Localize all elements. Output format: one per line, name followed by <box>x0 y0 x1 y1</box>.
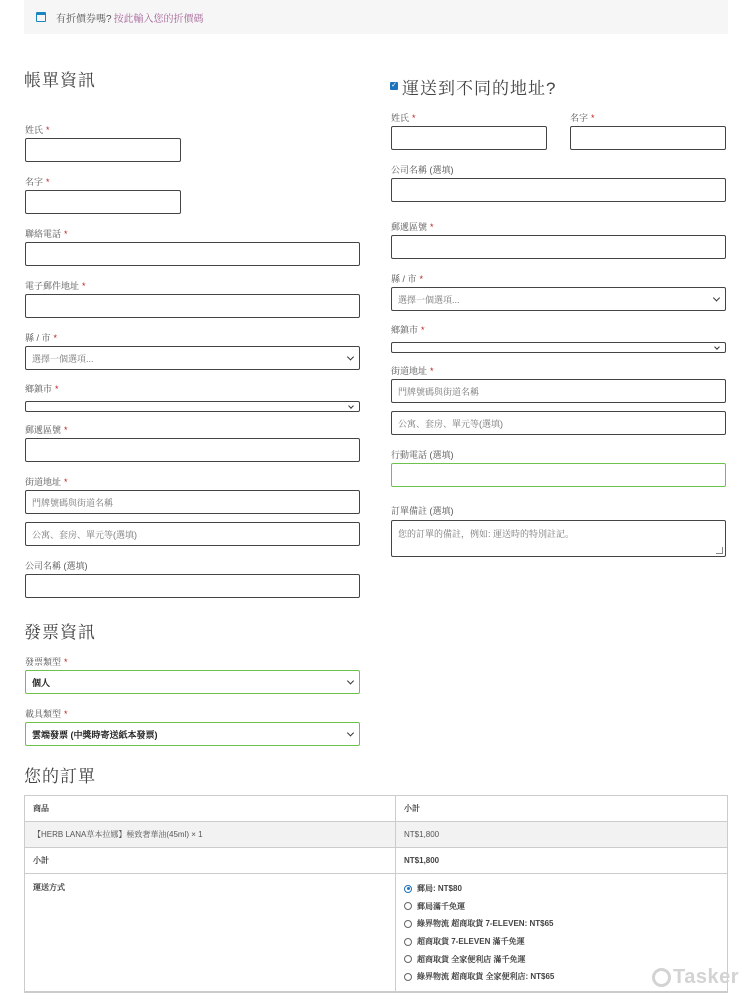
invoice-type-select[interactable] <box>25 670 360 694</box>
billing-email-input[interactable] <box>25 294 360 318</box>
shipping-township-label: 鄉鎮市 * <box>391 325 425 335</box>
chevron-down-icon <box>713 294 720 301</box>
order-notes-label: 訂單備註 (選填) <box>391 506 454 516</box>
shipping-option-label: 超商取貨 全家便利店 滿千免運 <box>417 954 526 964</box>
coupon-notice <box>24 0 728 34</box>
billing-county-value: 選擇一個選項... <box>32 353 94 364</box>
coupon-text: 有折價券嗎? <box>56 13 112 25</box>
subtotal-label: 小計 <box>25 848 396 873</box>
shipping-option-label: 超商取貨 7-ELEVEN 滿千免運 <box>417 937 525 947</box>
shipping-township-select[interactable] <box>391 342 726 353</box>
billing-postcode-input[interactable] <box>25 438 360 462</box>
shipping-last-name-label: 姓氏 * <box>391 113 416 123</box>
shipping-postcode-input[interactable] <box>391 235 726 259</box>
order-notes-textarea[interactable] <box>391 520 726 557</box>
watermark-text: Tasker <box>672 966 739 988</box>
shipping-option[interactable] <box>404 898 554 916</box>
invoice-type-label: 發票類型 * <box>25 657 68 667</box>
shipping-county-value: 選擇一個選項... <box>398 294 460 305</box>
shipping-first-name-label: 名字 * <box>570 113 595 123</box>
billing-company-input[interactable] <box>25 574 360 598</box>
subtotal-value: NT$1,800 <box>404 856 440 865</box>
radio-icon[interactable] <box>404 955 412 963</box>
carrier-type-value: 雲端發票 (中獎時寄送紙本發票) <box>32 729 158 740</box>
col-subtotal-header: 小計 <box>404 804 420 813</box>
shipping-option-label: 綠界物流 超商取貨 全家便利店: NT$65 <box>417 972 555 982</box>
shipping-company-label: 公司名稱 (選填) <box>391 165 454 175</box>
order-title: 您的訂單 <box>24 767 96 786</box>
radio-selected-icon[interactable] <box>404 885 412 893</box>
order-notes-placeholder: 您的訂單的備註，例如: 運送時的特別註記。 <box>398 529 575 539</box>
billing-first-name-input[interactable] <box>25 190 181 214</box>
tasker-logo-icon <box>652 968 671 987</box>
shipping-street-input-2[interactable]: 公寓、套房、單元等(選填) <box>391 411 726 435</box>
shipping-title: 運送到不同的地址? <box>402 79 557 98</box>
shipping-first-name-input[interactable] <box>570 126 726 150</box>
shipping-method-label: 運送方式 <box>25 874 396 991</box>
billing-title: 帳單資訊 <box>24 71 96 90</box>
carrier-type-select[interactable] <box>25 722 360 746</box>
billing-county-select[interactable] <box>25 346 360 370</box>
shipping-street-label: 街道地址 * <box>391 366 434 376</box>
chevron-down-icon <box>714 344 720 350</box>
chevron-down-icon <box>347 353 354 360</box>
shipping-option-label: 郵局滿千免運 <box>417 901 465 911</box>
tasker-watermark <box>652 966 739 989</box>
shipping-option[interactable] <box>404 968 554 986</box>
invoice-type-value: 個人 <box>32 677 51 688</box>
shipping-option[interactable] <box>404 950 554 968</box>
billing-phone-input[interactable] <box>25 242 360 266</box>
billing-first-name-label: 名字 * <box>25 177 50 187</box>
col-product-header: 商品 <box>25 796 396 821</box>
shipping-mobile-input[interactable] <box>391 463 726 487</box>
billing-township-label: 鄉鎮市 * <box>25 384 59 394</box>
shipping-options-list <box>404 874 554 986</box>
radio-icon[interactable] <box>404 938 412 946</box>
billing-township-select[interactable] <box>25 401 360 412</box>
billing-street-input-2[interactable]: 公寓、套房、單元等(選填) <box>25 522 360 546</box>
order-review-table <box>24 795 728 993</box>
billing-company-label: 公司名稱 (選填) <box>25 561 88 571</box>
shipping-option[interactable] <box>404 880 554 898</box>
carrier-type-label: 載具類型 * <box>25 709 68 719</box>
item-name: 【HERB LANA草本拉娜】極致奢華油(45ml) × 1 <box>25 822 396 847</box>
chevron-down-icon <box>347 729 354 736</box>
shipping-option[interactable] <box>404 933 554 951</box>
billing-county-label: 縣 / 市 * <box>25 333 58 343</box>
shipping-county-label: 縣 / 市 * <box>391 274 424 284</box>
shipping-last-name-input[interactable] <box>391 126 547 150</box>
chevron-down-icon <box>347 677 354 684</box>
shipping-option-label: 綠界物流 超商取貨 7-ELEVEN: NT$65 <box>417 919 554 929</box>
shipping-street-input-1[interactable]: 門牌號碼與街道名稱 <box>391 379 726 403</box>
shipping-method-row <box>25 874 727 992</box>
coupon-link[interactable]: 按此輸入您的折價碼 <box>113 13 204 25</box>
billing-last-name-input[interactable] <box>25 138 181 162</box>
ship-different-checkbox[interactable]: ✓ <box>391 82 397 89</box>
radio-icon[interactable] <box>404 902 412 910</box>
calendar-icon <box>36 12 46 22</box>
resize-handle-icon[interactable] <box>716 547 723 554</box>
shipping-option[interactable] <box>404 915 554 933</box>
item-price: NT$1,800 <box>404 830 440 839</box>
shipping-postcode-label: 郵遞區號 * <box>391 222 434 232</box>
billing-last-name-label: 姓氏 * <box>25 125 50 135</box>
billing-street-input-1[interactable]: 門牌號碼與街道名稱 <box>25 490 360 514</box>
shipping-option-label: 郵局: NT$80 <box>417 884 462 894</box>
radio-icon[interactable] <box>404 973 412 981</box>
shipping-mobile-label: 行動電話 (選填) <box>391 450 454 460</box>
radio-icon[interactable] <box>404 920 412 928</box>
table-header-row <box>25 796 727 822</box>
billing-phone-label: 聯絡電話 * <box>25 229 68 239</box>
billing-postcode-label: 郵遞區號 * <box>25 425 68 435</box>
subtotal-row <box>25 848 727 874</box>
table-row <box>25 822 727 848</box>
invoice-title: 發票資訊 <box>24 623 96 642</box>
shipping-county-select[interactable] <box>391 287 726 311</box>
billing-street-label: 街道地址 * <box>25 477 68 487</box>
chevron-down-icon <box>348 403 354 409</box>
shipping-company-input[interactable] <box>391 178 726 202</box>
billing-email-label: 電子郵件地址 * <box>25 281 86 291</box>
